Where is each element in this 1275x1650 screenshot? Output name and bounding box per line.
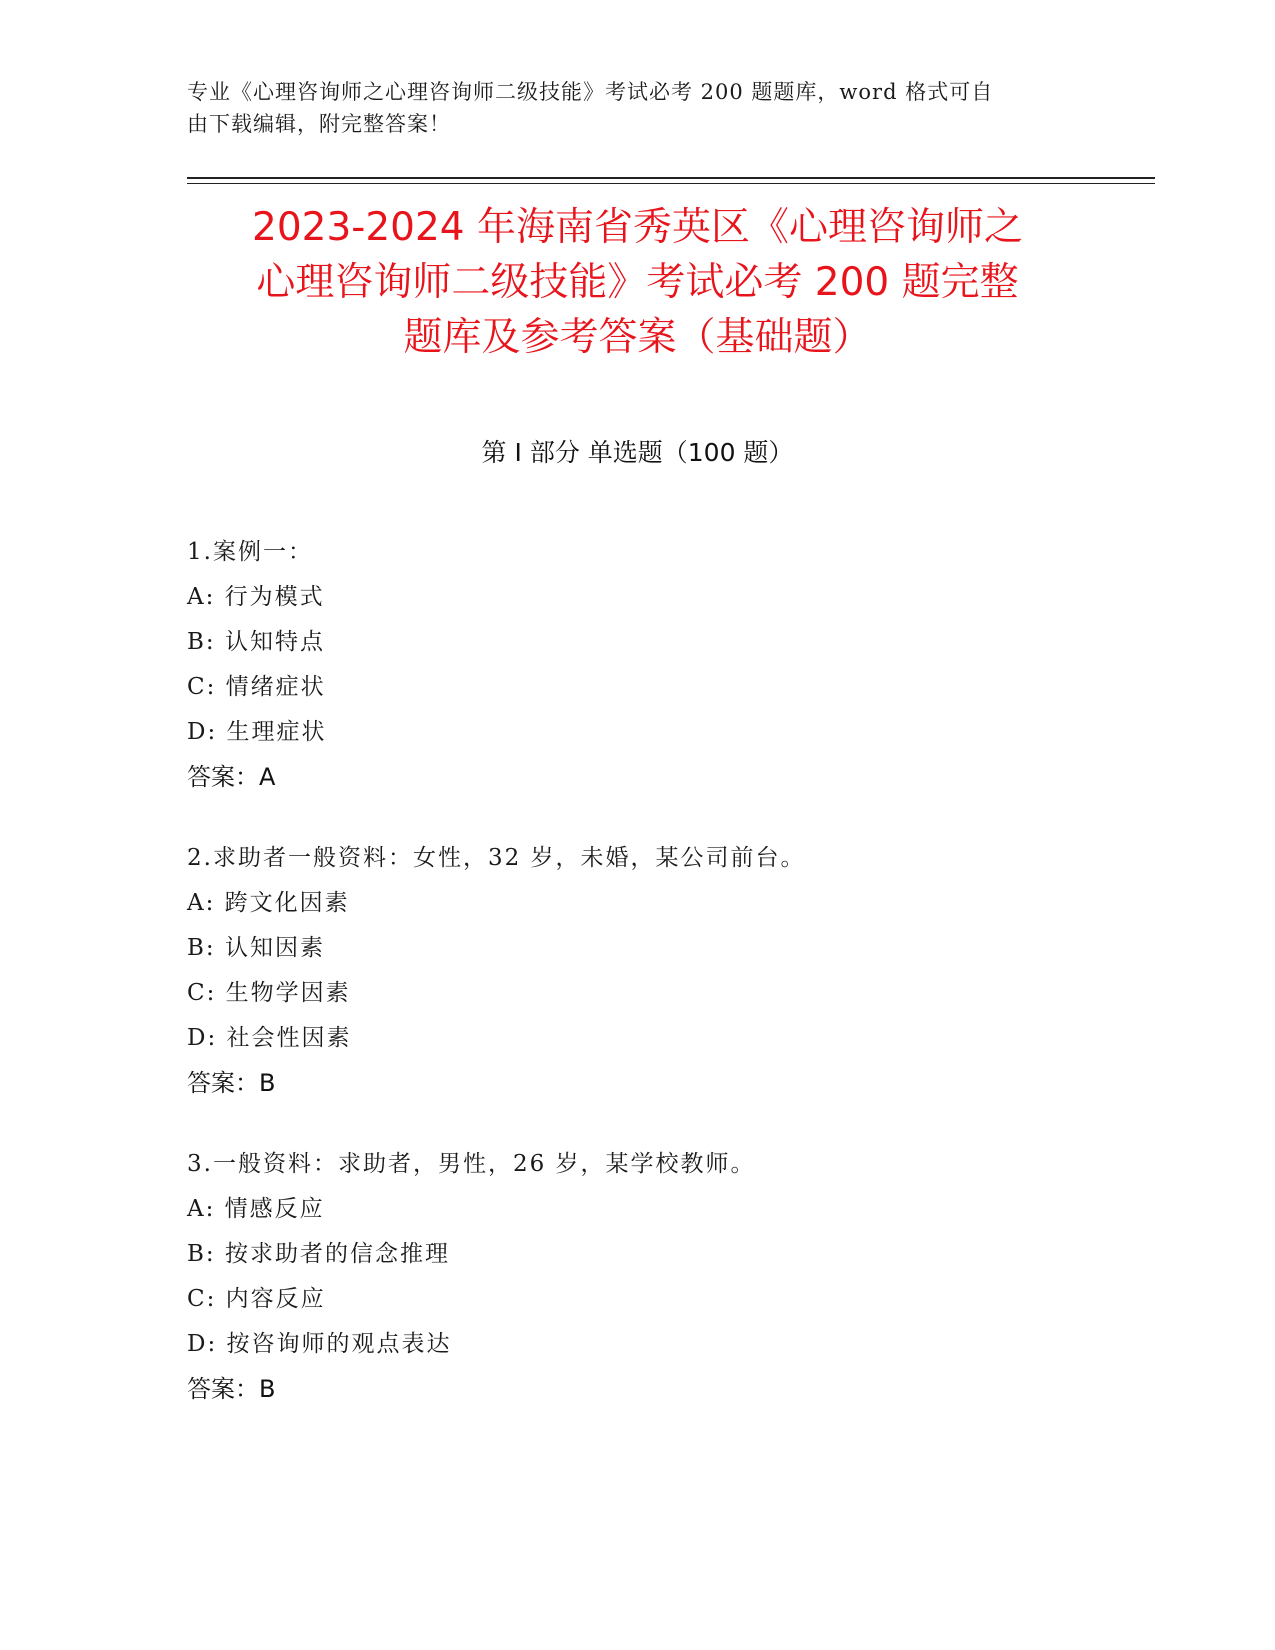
header-note [187, 76, 1067, 140]
question-3 [187, 1142, 1087, 1412]
option-d: D: 按咨询师的观点表达 [187, 1331, 452, 1357]
header-divider-thin [187, 183, 1155, 184]
question-stem: 2.求助者一般资料：女性，32 岁，未婚，某公司前台。 [187, 845, 806, 871]
option-a: A: 行为模式 [187, 584, 325, 610]
document-title-line-2: 心理咨询师二级技能》考试必考 200 题完整 [256, 260, 1019, 305]
question-stem: 1.案例一： [187, 539, 313, 565]
header-note-line-1: 专业《心理咨询师之心理咨询师二级技能》考试必考 200 题题库，word 格式可自 [187, 80, 994, 104]
option-c: C: 生物学因素 [187, 980, 351, 1006]
document-title-line-3: 题库及参考答案（基础题） [403, 315, 872, 360]
option-c: C: 内容反应 [187, 1286, 326, 1312]
option-b: B: 认知因素 [187, 935, 325, 961]
option-a: A: 跨文化因素 [187, 890, 350, 916]
header-divider-thick [187, 177, 1155, 179]
option-a: A: 情感反应 [187, 1196, 325, 1222]
question-stem: 3.一般资料：求助者，男性，26 岁，某学校教师。 [187, 1151, 756, 1177]
section-title: 第 I 部分 单选题（100 题） [481, 438, 794, 467]
option-b: B: 认知特点 [187, 629, 325, 655]
option-c: C: 情绪症状 [187, 674, 326, 700]
answer: 答案：A [187, 763, 276, 791]
answer: 答案：B [187, 1069, 276, 1097]
option-d: D: 生理症状 [187, 719, 327, 745]
question-list [187, 530, 1087, 1448]
option-b: B: 按求助者的信念推理 [187, 1241, 450, 1267]
header-note-line-2: 由下载编辑，附完整答案！ [187, 112, 451, 136]
question-2 [187, 836, 1087, 1106]
document-title [180, 200, 1095, 365]
option-d: D: 社会性因素 [187, 1025, 352, 1051]
document-title-line-1: 2023-2024 年海南省秀英区《心理咨询师之 [252, 205, 1023, 250]
answer: 答案：B [187, 1375, 276, 1403]
question-1 [187, 530, 1087, 800]
